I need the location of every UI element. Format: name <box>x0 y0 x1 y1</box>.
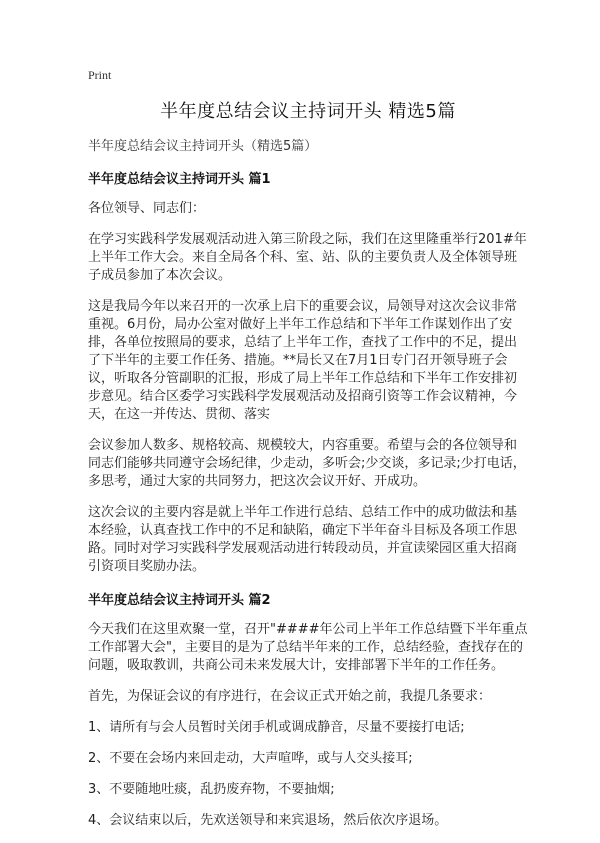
section-1 <box>88 168 528 576</box>
list-item: 3、不要随地吐痰，乱扔废弃物，不要抽烟; <box>88 782 335 797</box>
paragraph: 会议参加人数多、规格较高、规模较大，内容重要。希望与会的各位领导和同志们能够共同遵守会场纪律，少走动，多听会;少交谈，多记录;少打电话，多思考，通过大家的共同努力，把这次会议开好、开成功。 <box>88 438 526 489</box>
paragraph: 这是我局今年以来召开的一次承上启下的重要会议，局领导对这次会议非常重视。6月份，局办公室对做好上半年工作总结和下半年工作谋划作出了安排，各单位按照局的要求，总结了上半年工作，查找了工作中的不足，提出了下半年的主要工作任务、措施。**局长又在7月1日专门召开领导班子会议，听取各分管副职的汇报，形成了局上半年工作总结和下半年工作安排初步意见。结合区委学习实践科学发展观活动及招商引资等工作会议精神，今天，在这一并传达、贯彻、落实 <box>88 299 518 422</box>
document-title: 半年度总结会议主持词开头 精选5篇 <box>160 101 456 122</box>
paragraph: 各位领导、同志们： <box>88 201 206 216</box>
paragraph: 今天我们在这里欢聚一堂，召开"####年公司上半年工作总结暨下半年重点工作部署大会"，主要目的是为了总结半年来的工作，总结经验，查找存在的问题，吸取教训，共商公司未来发展大计，安排部署下半年的工作任务。 <box>88 622 528 673</box>
document-subtitle: 半年度总结会议主持词开头（精选5篇） <box>88 139 318 154</box>
document-page <box>88 68 528 843</box>
paragraph: 在学习实践科学发展观活动进入第三阶段之际，我们在这里隆重举行201#年上半年工作大会。来自全局各个科、室、站、队的主要负责人及全体领导班子成员参加了本次会议。 <box>88 232 527 283</box>
list-item: 1、请所有与会人员暂时关闭手机或调成静音，尽量不要接打电话; <box>88 720 465 735</box>
paragraph: 首先，为保证会议的有序进行，在会议正式开始之前，我提几条要求： <box>88 689 492 704</box>
paragraph: 这次会议的主要内容是就上半年工作进行总结、总结工作中的成功做法和基本经验，认真查找工作中的不足和缺陷，确定下半年奋斗目标及各项工作思路。同时对学习实践科学发展观活动进行转段动员，并宣读梁园区重大招商引资项目奖励办法。 <box>88 505 518 574</box>
section-heading: 半年度总结会议主持词开头 篇2 <box>88 593 271 608</box>
print-link[interactable]: Print <box>88 68 112 82</box>
section-heading: 半年度总结会议主持词开头 篇1 <box>88 172 271 187</box>
list-item: 2、不要在会场内来回走动，大声喧哗，或与人交头接耳; <box>88 751 413 766</box>
list-item: 4、会议结束以后，先欢送领导和来宾退场，然后依次序退场。 <box>88 813 448 828</box>
section-2 <box>88 589 528 830</box>
